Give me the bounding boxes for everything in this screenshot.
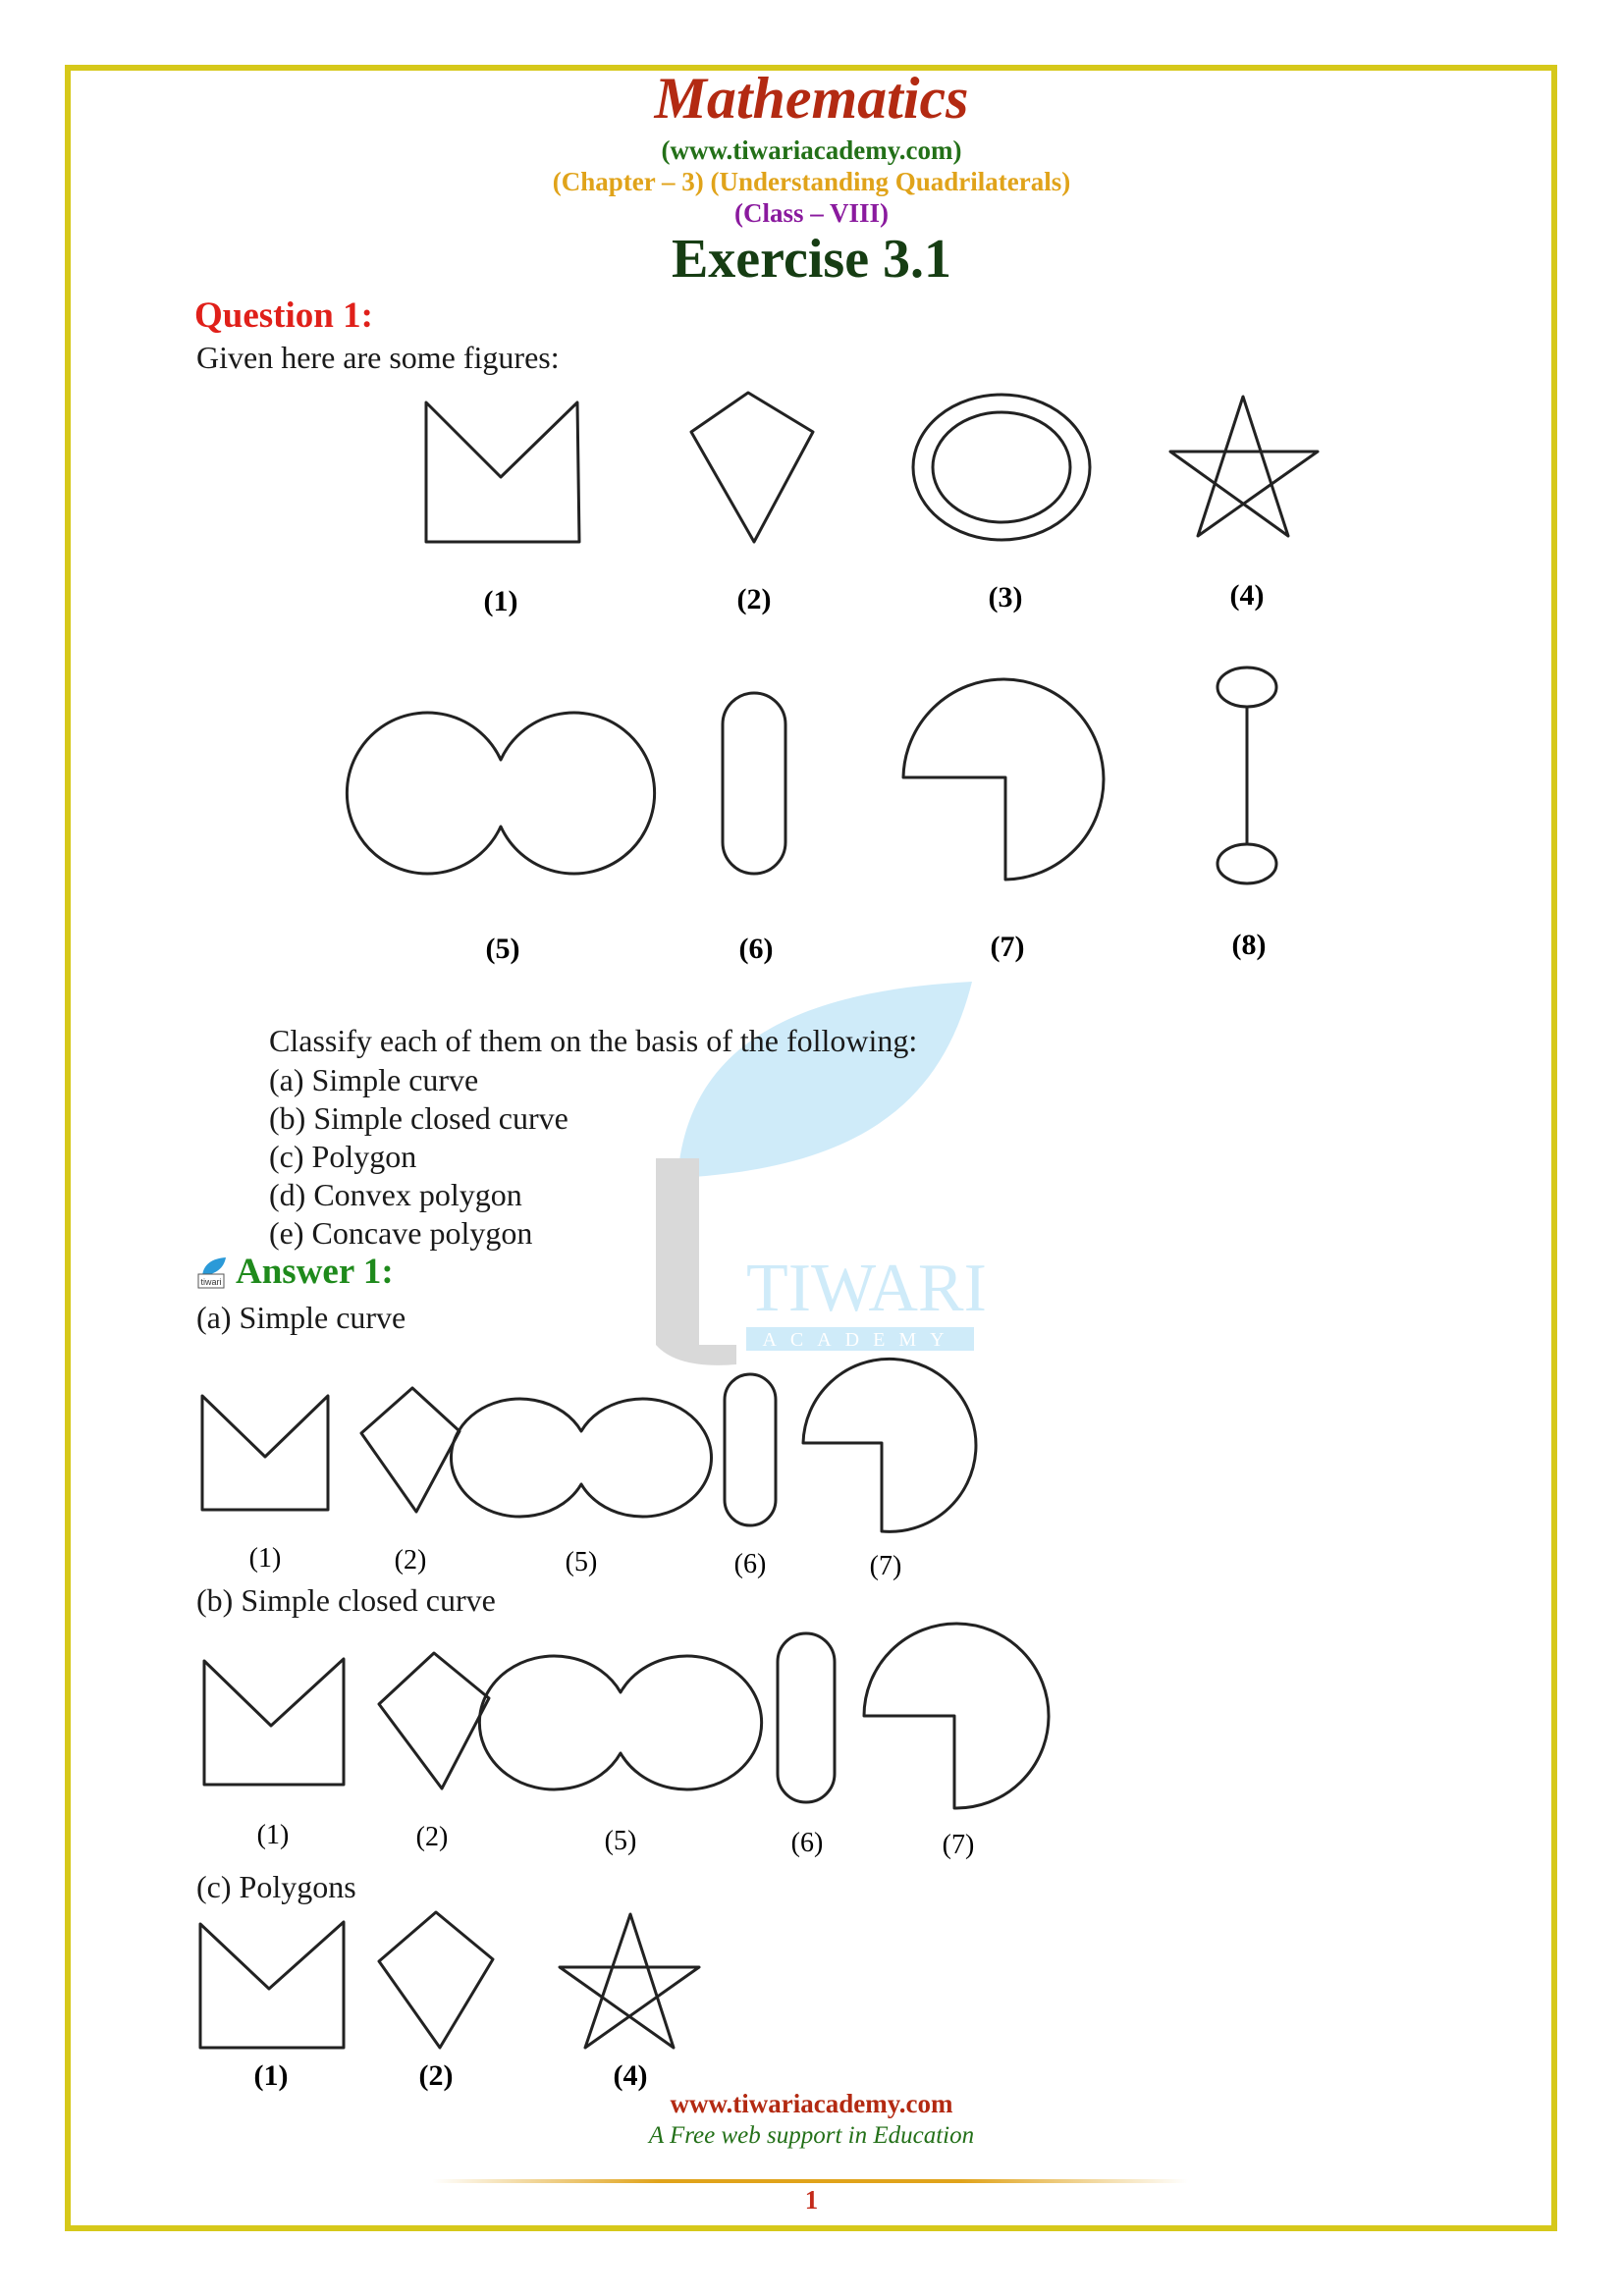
answer-b-label-1: (1): [256, 1820, 290, 1850]
watermark-word: TIWARI: [746, 1251, 987, 1326]
answer-c-label-2: (2): [418, 2059, 454, 2092]
page-number: 1: [804, 2185, 819, 2215]
answer-b-label-5: (5): [604, 1826, 637, 1856]
answer-a-label-7: (7): [869, 1551, 902, 1581]
answer-c-figure-2: [379, 1912, 493, 2048]
answer-c-figure-4: [560, 1914, 699, 2048]
question-intro: Given here are some figures:: [196, 340, 560, 375]
option-a: (a) Simple curve: [269, 1062, 479, 1097]
figure-label-6: (6): [738, 933, 774, 965]
answer-b-label-2: (2): [415, 1822, 449, 1852]
header-chapter: (Chapter – 3) (Understanding Quadrilaterals): [552, 167, 1071, 196]
option-c: (c) Polygon: [269, 1139, 417, 1174]
answer-part-b-label: (b) Simple closed curve: [196, 1582, 496, 1618]
answer-c-label-4: (4): [613, 2059, 648, 2092]
page-title: Mathematics: [654, 66, 969, 131]
answer-b-label-6: (6): [790, 1828, 824, 1858]
exercise-title: Exercise 3.1: [671, 229, 952, 290]
answer-b-label-7: (7): [942, 1830, 975, 1860]
answer-c-figure-1: [200, 1922, 344, 2048]
figure-label-2: (2): [736, 583, 772, 615]
option-e: (e) Concave polygon: [269, 1215, 533, 1251]
figure-label-3: (3): [988, 581, 1023, 614]
option-d: (d) Convex polygon: [269, 1177, 522, 1212]
option-b: (b) Simple closed curve: [269, 1100, 568, 1136]
figure-label-5: (5): [485, 933, 520, 965]
footer-tagline: A Free web support in Education: [648, 2122, 975, 2149]
question-heading: Question 1:: [194, 295, 373, 336]
figure-label-7: (7): [990, 931, 1025, 963]
answer-part-a-label: (a) Simple curve: [196, 1300, 406, 1335]
question-instruction: Classify each of them on the basis of the following:: [269, 1023, 918, 1058]
footer-website: www.tiwariacademy.com: [670, 2089, 953, 2118]
header-website: (www.tiwariacademy.com): [661, 135, 962, 165]
answer-part-c-label: (c) Polygons: [196, 1869, 356, 1904]
answer-a-label-2: (2): [394, 1545, 427, 1575]
header-class: (Class – VIII): [733, 198, 890, 228]
answer-heading: Answer 1:: [236, 1252, 394, 1292]
figure-label-4: (4): [1229, 579, 1265, 612]
svg-text:tiwari: tiwari: [200, 1277, 222, 1287]
footer-divider: [432, 2179, 1188, 2183]
answer-a-label-6: (6): [733, 1549, 767, 1579]
watermark-sub: ACADEMY: [762, 1329, 958, 1351]
answer-a-label-5: (5): [565, 1547, 598, 1577]
answer-c-label-1: (1): [253, 2059, 289, 2092]
figure-label-8: (8): [1231, 929, 1267, 961]
figure-label-1: (1): [483, 585, 518, 617]
answer-a-label-1: (1): [248, 1543, 282, 1574]
